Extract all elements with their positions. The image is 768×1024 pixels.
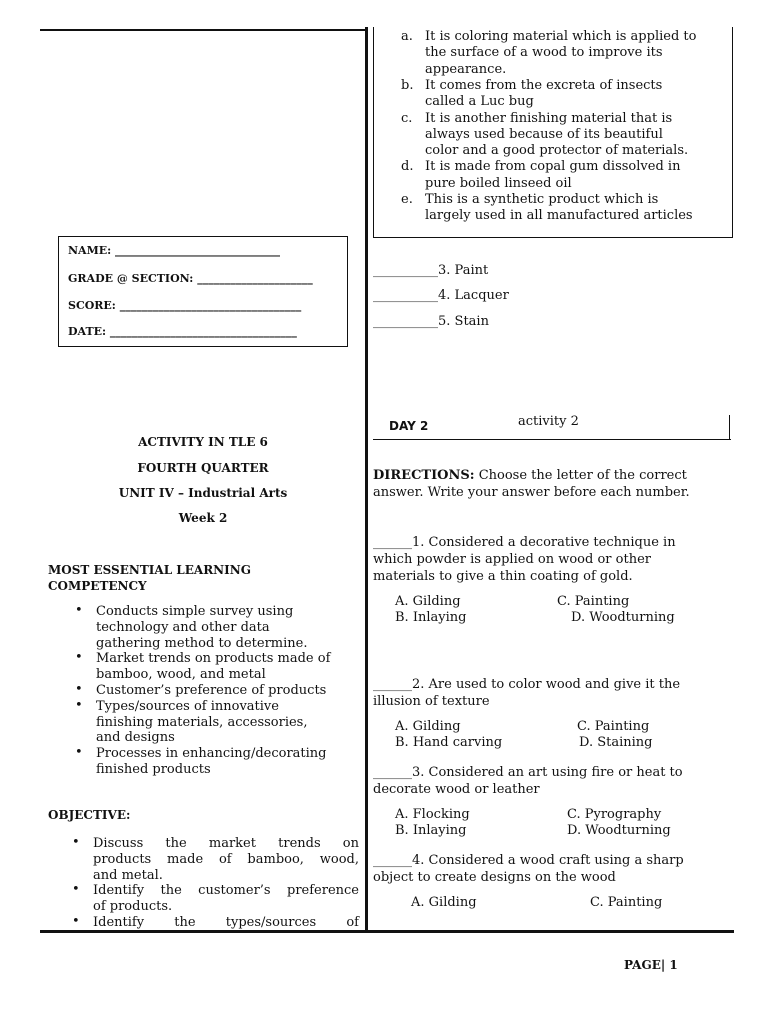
choice-line: appearance.: [425, 61, 507, 77]
melc-item-line: Market trends on products made of: [96, 651, 331, 667]
bullet-dot: •: [75, 682, 83, 697]
title-quarter: FOURTH QUARTER: [137, 461, 269, 475]
answer-option[interactable]: A. Flocking: [395, 807, 470, 822]
choice-line: largely used in all manufactured articles: [425, 208, 693, 224]
bullet-dot: •: [75, 603, 83, 618]
question-line: decorate wood or leather: [373, 782, 540, 797]
objective-title: OBJECTIVE:: [48, 808, 131, 822]
question-line[interactable]: ______2. Are used to color wood and give it the: [373, 677, 681, 692]
choice-line: It is another finishing material that is: [425, 110, 673, 126]
directions-text-2: answer. Write your answer before each number.: [373, 485, 690, 500]
melc-title: MOST ESSENTIAL LEARNING: [48, 563, 251, 577]
answer-option[interactable]: B. Inlaying: [395, 822, 467, 838]
answer-option[interactable]: D. Staining: [579, 734, 653, 750]
bullet-dot: •: [75, 697, 83, 713]
matching-item-4[interactable]: __________4. Lacquer: [373, 288, 509, 303]
answer-option[interactable]: A. Gilding: [411, 895, 477, 910]
directions: [373, 468, 687, 484]
answer-option[interactable]: D. Woodturning: [571, 609, 675, 625]
top-rule: [40, 29, 366, 31]
choice-letter: b.: [401, 77, 414, 93]
day-label: DAY 2: [389, 419, 429, 433]
choice-letter: c.: [401, 110, 413, 126]
directions-text-1: Choose the letter of the correct: [474, 468, 687, 483]
question-line[interactable]: ______4. Considered a wood craft using a sharp: [373, 853, 684, 868]
answer-option[interactable]: A. Gilding: [395, 594, 461, 609]
name-field[interactable]: NAME: ______________________________: [68, 244, 281, 257]
bullet-dot: •: [75, 745, 83, 761]
answer-option[interactable]: A. Gilding: [395, 719, 461, 734]
objective-item-line: Identify the customer’s preference: [93, 883, 359, 899]
objective-item-line: Identify the types/sources of: [93, 915, 359, 930]
choice-line: color and a good protector of materials.: [425, 143, 689, 159]
melc-item-line: bamboo, wood, and metal: [96, 667, 266, 683]
melc-item-line: Processes in enhancing/decorating: [96, 746, 327, 762]
bullet-dot: •: [75, 650, 83, 666]
matching-item-5[interactable]: __________5. Stain: [373, 314, 489, 329]
day-underline: [373, 439, 731, 440]
answer-option[interactable]: C. Painting: [590, 895, 663, 910]
day-right-tick: [729, 415, 730, 440]
melc-item-line: Conducts simple survey using: [96, 604, 294, 619]
objective-item-line: Discuss the market trends on: [93, 836, 359, 851]
title-unit: UNIT IV – Industrial Arts: [118, 486, 288, 500]
choice-line: It comes from the excreta of insects: [425, 77, 663, 93]
choice-line: This is a synthetic product which is: [425, 192, 659, 207]
choice-line: called a Luc bug: [425, 94, 534, 110]
choice-letter: e.: [401, 192, 413, 207]
activity-label: activity 2: [518, 414, 579, 429]
page-number: PAGE| 1: [624, 958, 678, 972]
grade-section-field[interactable]: GRADE @ SECTION: _____________________: [68, 272, 313, 285]
choice-letter: d.: [401, 159, 414, 175]
answer-option[interactable]: B. Inlaying: [395, 609, 467, 625]
choice-line: It is coloring material which is applied to: [425, 29, 697, 44]
score-field[interactable]: SCORE: _________________________________: [68, 299, 302, 312]
directions-label: DIRECTIONS:: [373, 468, 475, 483]
melc-item-line: Customer’s preference of products: [96, 683, 327, 698]
melc-item-line: technology and other data: [96, 619, 270, 635]
answer-option[interactable]: D. Woodturning: [567, 822, 671, 838]
melc-item-line: finished products: [96, 762, 211, 777]
bullet-dot: •: [72, 835, 80, 850]
title-activity: ACTIVITY IN TLE 6: [138, 435, 268, 449]
melc-item-line: Types/sources of innovative: [96, 698, 279, 714]
matching-item-3[interactable]: __________3. Paint: [373, 263, 489, 278]
melc-item-line: and designs: [96, 730, 175, 746]
choice-line: the surface of a wood to improve its: [425, 45, 663, 61]
choice-line: pure boiled linseed oil: [425, 175, 572, 191]
question-line[interactable]: ______3. Considered an art using fire or heat to: [373, 765, 683, 780]
objective-item-line: and metal.: [93, 867, 163, 883]
bullet-dot: •: [72, 882, 80, 898]
column-divider: [365, 27, 368, 932]
bullet-dot: •: [72, 914, 80, 929]
question-line: materials to give a thin coating of gold.: [373, 569, 633, 584]
melc-item-line: finishing materials, accessories,: [96, 714, 308, 730]
objective-item-line: products made of bamboo, wood,: [93, 851, 359, 867]
choice-line: It is made from copal gum dissolved in: [425, 159, 681, 175]
melc-item-line: gathering method to determine.: [96, 635, 308, 651]
question-line[interactable]: ______1. Considered a decorative technique in: [373, 535, 676, 550]
choice-letter: a.: [401, 29, 413, 44]
title-week: Week 2: [178, 511, 228, 525]
question-line: object to create designs on the wood: [373, 870, 616, 885]
objective-item-line: of products.: [93, 899, 173, 915]
question-line: illusion of texture: [373, 694, 490, 709]
choice-line: always used because of its beautiful: [425, 126, 663, 142]
answer-option[interactable]: C. Painting: [577, 719, 650, 734]
answer-option[interactable]: C. Painting: [557, 594, 630, 609]
question-line: which powder is applied on wood or other: [373, 552, 651, 567]
answer-option[interactable]: B. Hand carving: [395, 734, 503, 750]
answer-option[interactable]: C. Pyrography: [567, 807, 662, 822]
date-field[interactable]: DATE: __________________________________: [68, 325, 297, 338]
melc-title-2: COMPETENCY: [48, 579, 147, 593]
